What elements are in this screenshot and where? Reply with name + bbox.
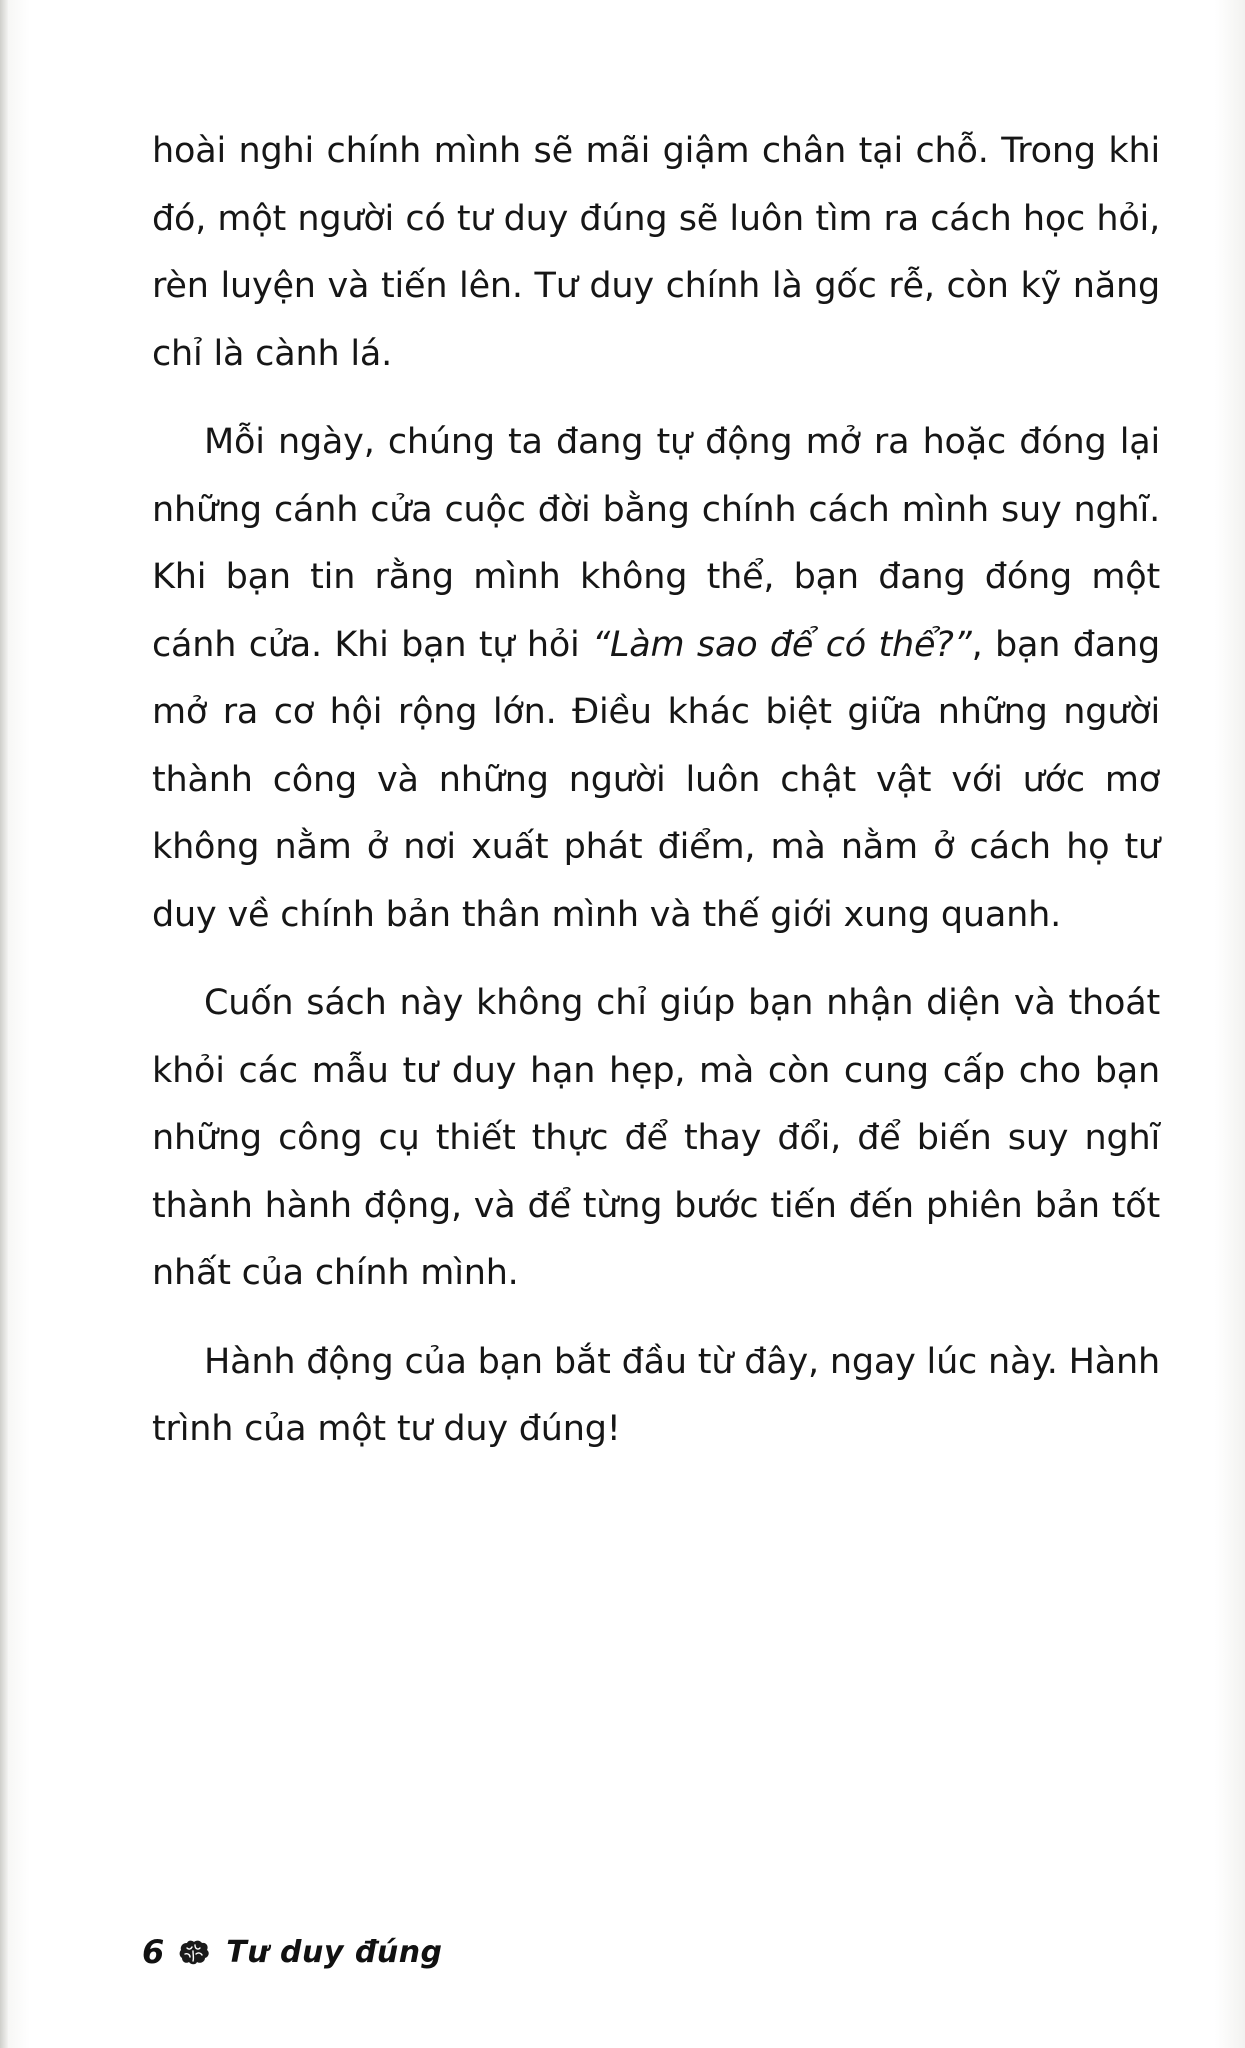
page-binding-edge <box>0 0 8 2048</box>
paragraph-3: Cuốn sách này không chỉ giúp bạn nhận diện và thoát khỏi các mẫu tư duy hạn hẹp, mà còn cung cấp cho bạn những công cụ thiết thực để thay đổi, để biến suy nghĩ thành hành động, và để từng bước tiến đến phiên bản tốt nhất của chính mình. <box>152 983 1160 1293</box>
paragraph-2-quote: “Làm sao để có thể?” <box>592 624 972 665</box>
book-title: Tư duy đúng <box>226 1934 443 1970</box>
paragraph-2-before: Mỗi ngày, chúng ta đang tự động mở ra hoặc đóng lại những cánh cửa cuộc đời bằng chính cách mình suy nghĩ. Khi bạn tin rằng mình không thể, bạn đang đóng một cánh cửa. Khi bạn tự hỏi <box>152 422 1160 665</box>
paragraph-4: Hành động của bạn bắt đầu từ đây, ngay lúc này. Hành trình của một tư duy đúng! <box>152 1341 1160 1449</box>
paragraph-2-after: , bạn đang mở ra cơ hội rộng lớn. Điều khác biệt giữa những người thành công và những người luôn chật vật với ước mơ không nằm ở nơi xuất phát điểm, mà nằm ở cách họ tư duy về chính bản thân mình và thế giới xung quanh. <box>152 624 1161 935</box>
page-number: 6 <box>142 1933 165 1971</box>
paragraph-1: hoài nghi chính mình sẽ mãi giậm chân tại chỗ. Trong khi đó, một người có tư duy đúng sẽ luôn tìm ra cách học hỏi, rèn luyện và tiến lên. Tư duy chính là gốc rễ, còn kỹ năng chỉ là cành lá. <box>152 131 1160 374</box>
page-footer <box>142 1930 443 1974</box>
brain-icon-graphic <box>178 1937 212 1967</box>
body-text <box>152 118 1160 1485</box>
brain-icon <box>178 1937 212 1967</box>
paragraph-2 <box>152 409 1160 949</box>
